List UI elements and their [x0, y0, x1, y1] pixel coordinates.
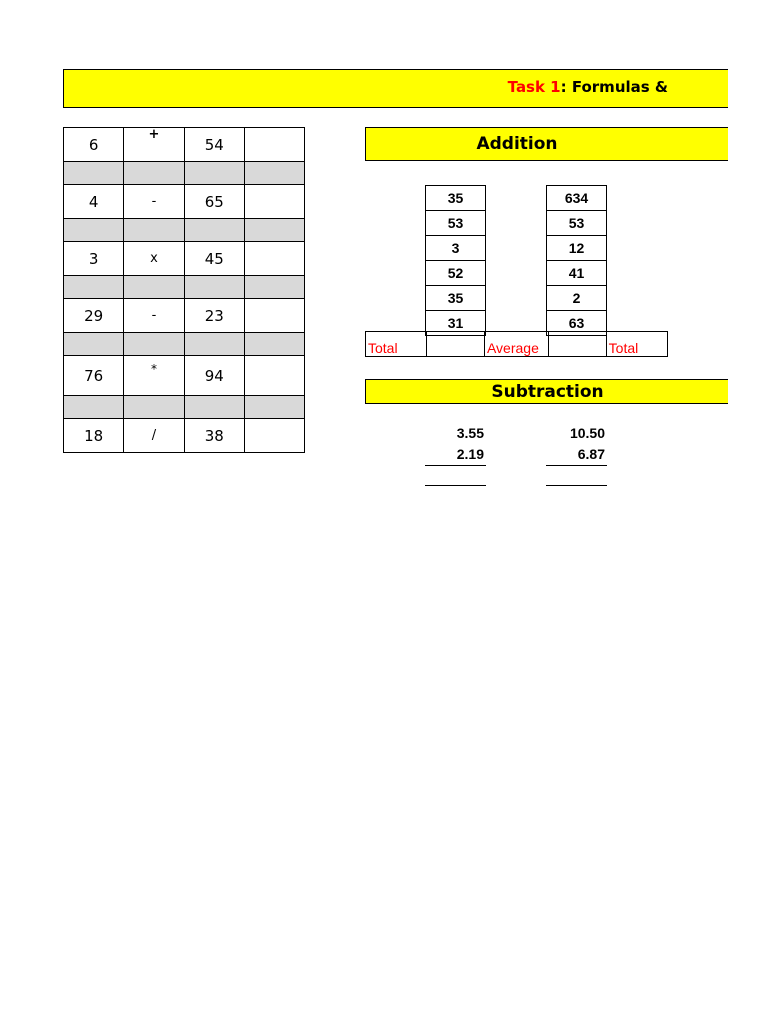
addition-column-a	[425, 185, 486, 336]
total-label-b: Total	[606, 332, 667, 357]
table-row	[64, 299, 305, 333]
number-cell[interactable]: 53	[547, 211, 607, 236]
cell-result[interactable]	[244, 299, 304, 333]
cell-result[interactable]	[244, 185, 304, 219]
cell-operator[interactable]: +	[124, 128, 184, 162]
cell-operator[interactable]: x	[124, 242, 184, 276]
subtraction-a-top[interactable]: 3.55	[456, 425, 484, 441]
cell-operator[interactable]: -	[124, 299, 184, 333]
cell-operator[interactable]: /	[124, 419, 184, 453]
cell-left-operand[interactable]: 6	[64, 128, 124, 162]
addition-summary-row	[365, 331, 668, 357]
title-banner	[63, 69, 728, 108]
number-cell[interactable]: 3	[426, 236, 486, 261]
subtraction-b-bottom[interactable]: 6.87	[577, 446, 605, 462]
subtraction-label: Subtraction	[491, 382, 604, 402]
number-cell[interactable]: 53	[426, 211, 486, 236]
number-cell[interactable]: 52	[426, 261, 486, 286]
operations-table	[63, 127, 305, 453]
subtraction-a-bottom[interactable]: 2.19	[456, 446, 484, 462]
subtraction-a-underline	[425, 465, 486, 466]
title-task-number: Task 1	[507, 78, 561, 96]
table-row	[64, 128, 305, 162]
number-cell[interactable]: 2	[547, 286, 607, 311]
cell-operator[interactable]: *	[124, 356, 184, 396]
addition-column-b	[546, 185, 607, 336]
average-result[interactable]	[548, 332, 606, 357]
table-row	[64, 242, 305, 276]
table-gap-row	[64, 396, 305, 419]
table-row	[64, 356, 305, 396]
cell-result[interactable]	[244, 128, 304, 162]
subtraction-banner	[365, 379, 728, 404]
cell-right-operand[interactable]: 45	[184, 242, 244, 276]
subtraction-b-underline	[546, 465, 607, 466]
title-rest: : Formulas &	[560, 78, 668, 96]
subtraction-b-top[interactable]: 10.50	[569, 425, 605, 441]
total-label-a: Total	[366, 332, 427, 357]
cell-right-operand[interactable]: 54	[184, 128, 244, 162]
cell-left-operand[interactable]: 3	[64, 242, 124, 276]
number-cell[interactable]: 31	[426, 311, 486, 336]
cell-left-operand[interactable]: 4	[64, 185, 124, 219]
average-label: Average	[484, 332, 548, 357]
number-cell[interactable]: 63	[547, 311, 607, 336]
table-gap-row	[64, 219, 305, 242]
cell-left-operand[interactable]: 18	[64, 419, 124, 453]
number-cell[interactable]: 35	[426, 286, 486, 311]
page-title	[508, 78, 668, 96]
cell-right-operand[interactable]: 23	[184, 299, 244, 333]
cell-left-operand[interactable]: 29	[64, 299, 124, 333]
table-gap-row	[64, 276, 305, 299]
number-cell[interactable]: 41	[547, 261, 607, 286]
cell-right-operand[interactable]: 38	[184, 419, 244, 453]
subtraction-a-result-line	[425, 485, 486, 486]
total-result-a[interactable]	[427, 332, 485, 357]
cell-right-operand[interactable]: 65	[184, 185, 244, 219]
number-cell[interactable]: 634	[547, 186, 607, 211]
table-gap-row	[64, 162, 305, 185]
cell-left-operand[interactable]: 76	[64, 356, 124, 396]
table-gap-row	[64, 333, 305, 356]
number-cell[interactable]: 35	[426, 186, 486, 211]
addition-banner	[365, 127, 728, 161]
table-row	[64, 419, 305, 453]
cell-right-operand[interactable]: 94	[184, 356, 244, 396]
cell-operator[interactable]: -	[124, 185, 184, 219]
number-cell[interactable]: 12	[547, 236, 607, 261]
cell-result[interactable]	[244, 356, 304, 396]
cell-result[interactable]	[244, 419, 304, 453]
table-row	[64, 185, 305, 219]
subtraction-b-result-line	[546, 485, 607, 486]
cell-result[interactable]	[244, 242, 304, 276]
addition-label: Addition	[476, 134, 558, 154]
